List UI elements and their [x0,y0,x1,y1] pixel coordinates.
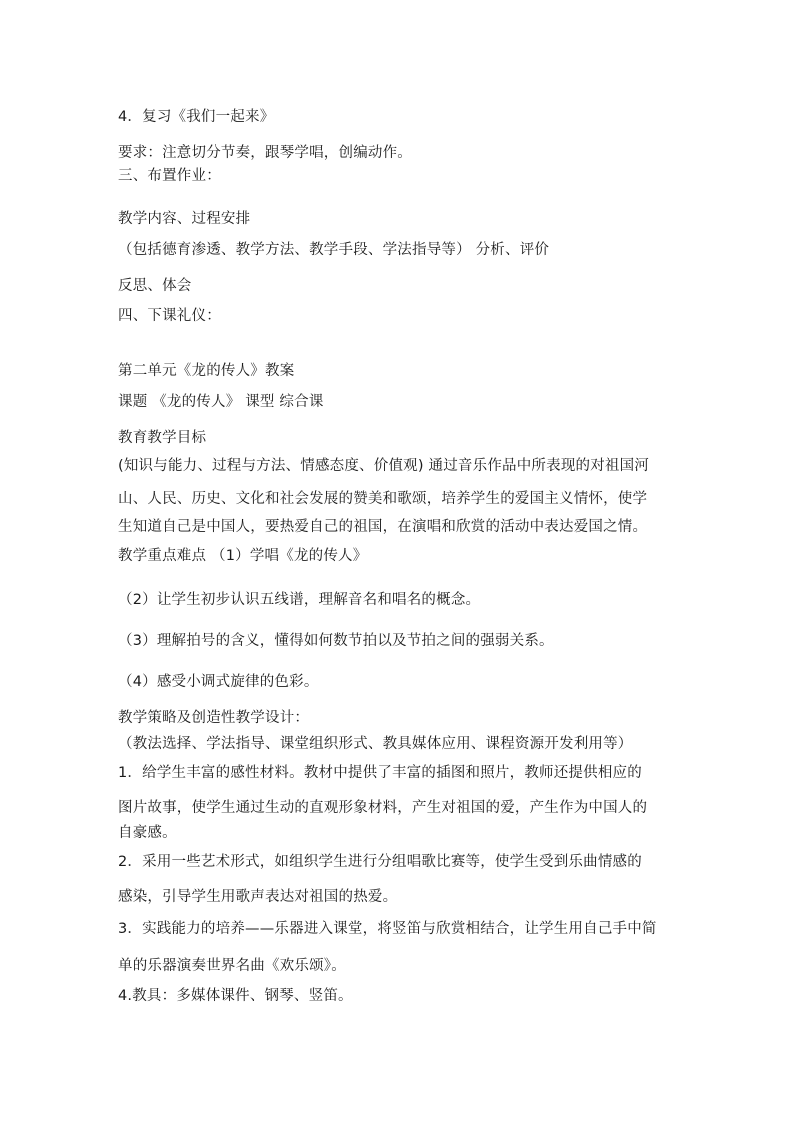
text-line: （教法选择、学法指导、课堂组织形式、教具媒体应用、课程资源开发利用等） [118,736,633,752]
section-heading: 四、下课礼仪： [118,308,221,324]
text-line: （包括德育渗透、教学方法、教学手段、学法指导等） 分析、评价 [118,242,550,258]
text-line: 教学内容、过程安排 [118,211,251,227]
text-line: 4．复习《我们一起来》 [118,109,275,125]
text-line: 2．采用一些艺术形式，如组织学生进行分组唱歌比赛等，使学生受到乐曲情感的 [118,854,642,870]
text-line: （3）理解拍号的含义，懂得如何数节拍以及节拍之间的强弱关系。 [118,633,554,649]
section-heading: 三、布置作业： [118,168,221,184]
text-line: 单的乐器演奏世界名曲《欢乐颂》。 [118,958,346,974]
text-line: (知识与能力、过程与方法、情感态度、价值观) 通过音乐作品中所表现的对祖国河 [118,458,650,474]
text-line: 教学重点难点 （1）学唱《龙的传人》 [118,548,368,564]
lesson-title: 第二单元《龙的传人》教案 [118,363,295,379]
text-line: 3．实践能力的培养——乐器进入课堂，将竖笛与欣赏相结合，让学生用自己手中简 [118,921,657,937]
text-line: 1．给学生丰富的感性材料。教材中提供了丰富的插图和照片，教师还提供相应的 [118,765,642,781]
text-line: 4.教具：多媒体课件、钢琴、竖笛。 [118,988,353,1004]
text-line: 生知道自己是中国人，要热爱自己的祖国，在演唱和欣赏的活动中表达爱国之情。 [118,519,648,535]
text-line: 感染，引导学生用歌声表达对祖国的热爱。 [118,889,398,905]
text-line: （4）感受小调式旋律的色彩。 [118,674,319,690]
text-line: 山、人民、历史、文化和社会发展的赞美和歌颂，培养学生的爱国主义情怀，使学 [118,491,648,507]
text-line: 自豪感。 [118,825,177,841]
text-line: （2）让学生初步认识五线谱，理解音名和唱名的概念。 [118,592,481,608]
text-line: 教育教学目标 [118,430,207,446]
text-line: 图片故事，使学生通过生动的直观形象材料，产生对祖国的爱，产生作为中国人的 [118,800,648,816]
text-line: 教学策略及创造性教学设计： [118,710,310,726]
text-line: 课题 《龙的传人》 课型 综合课 [118,394,324,410]
text-line: 反思、体会 [118,278,192,294]
text-line: 要求：注意切分节奏，跟琴学唱，创编动作。 [118,145,412,161]
